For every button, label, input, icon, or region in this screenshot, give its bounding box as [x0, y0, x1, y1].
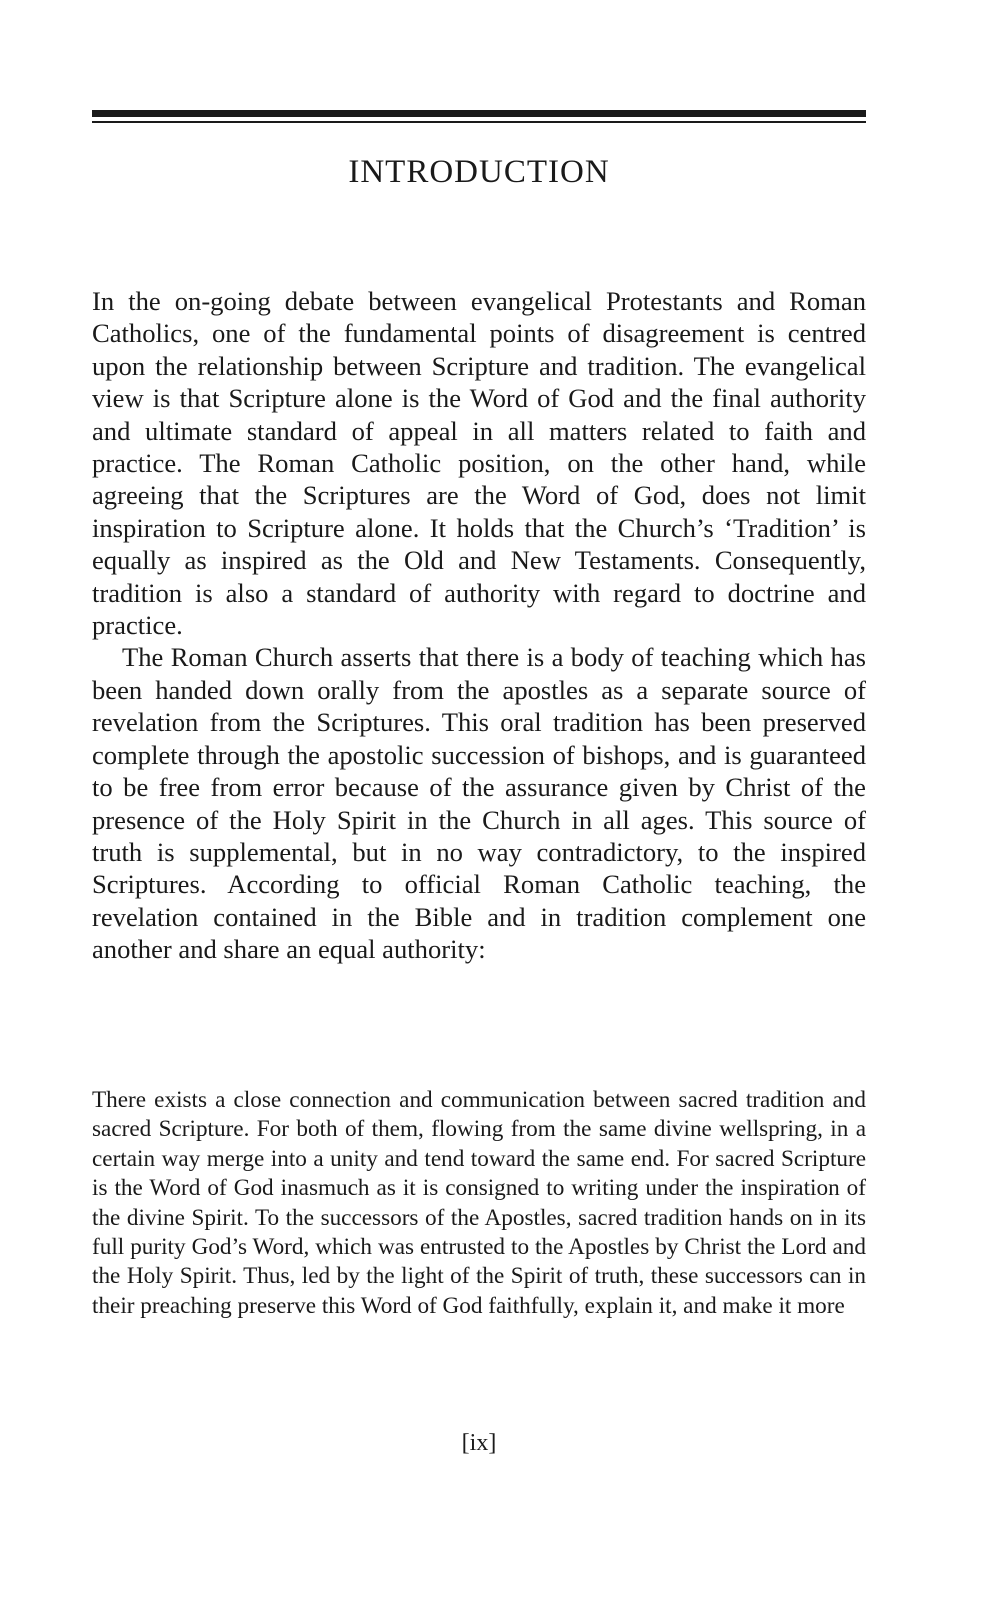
book-page [92, 0, 866, 1622]
chapter-title: INTRODUCTION [348, 154, 610, 190]
page-number: [ix] [461, 1430, 497, 1456]
paragraph-2: The Roman Church asserts that there is a body of teaching which has been handed down orally from the apostles as a separate source of revelation from the Scriptures. This oral tradition has been preserved complete through the apostolic succession of bishops, and is guaranteed to be free from error because of the assurance given by Christ of the presence of the Holy Spirit in the Church in all ages. This source of truth is supplemental, but in no way contradictory, to the inspired Scriptures. According to official Roman Catholic teaching, the revelation contained in the Bible and in tradition complement one another and share an equal authority: [92, 642, 866, 965]
body-text [92, 285, 866, 966]
quote-paragraph: There exists a close connection and communication between sacred tradition and sacred Scripture. For both of them, flowing from the same divine wellspring, in a certain way merge into a unity and tend toward the same end. For sacred Scripture is the Word of God inasmuch as it is consigned to writing under the inspiration of the divine Spirit. To the successors of the Apostles, sacred tradition hands on in its full purity God’s Word, which was entrusted to the Apostles by Christ the Lord and the Holy Spirit. Thus, led by the light of the Spirit of truth, these successors can in their preaching preserve this Word of God faithfully, explain it, and make it more [92, 1087, 866, 1319]
header-rule-thick [92, 110, 866, 117]
header-rule-thin [92, 121, 866, 123]
block-quote [92, 1086, 866, 1321]
paragraph-1: In the on-going debate between evangelical Protestants and Roman Catholics, one of the fundamental points of disagreement is centred upon the relationship between Scripture and tradition. The evangelical view is that Scripture alone is the Word of God and the final authority and ultimate standard of appeal in all matters related to faith and practice. The Roman Catholic position, on the other hand, while agreeing that the Scriptures are the Word of God, does not limit inspiration to Scripture alone. It holds that the Church’s ‘Tradition’ is equally as inspired as the Old and New Testaments. Consequently, tradition is also a standard of authority with regard to doctrine and practice. [92, 286, 866, 641]
